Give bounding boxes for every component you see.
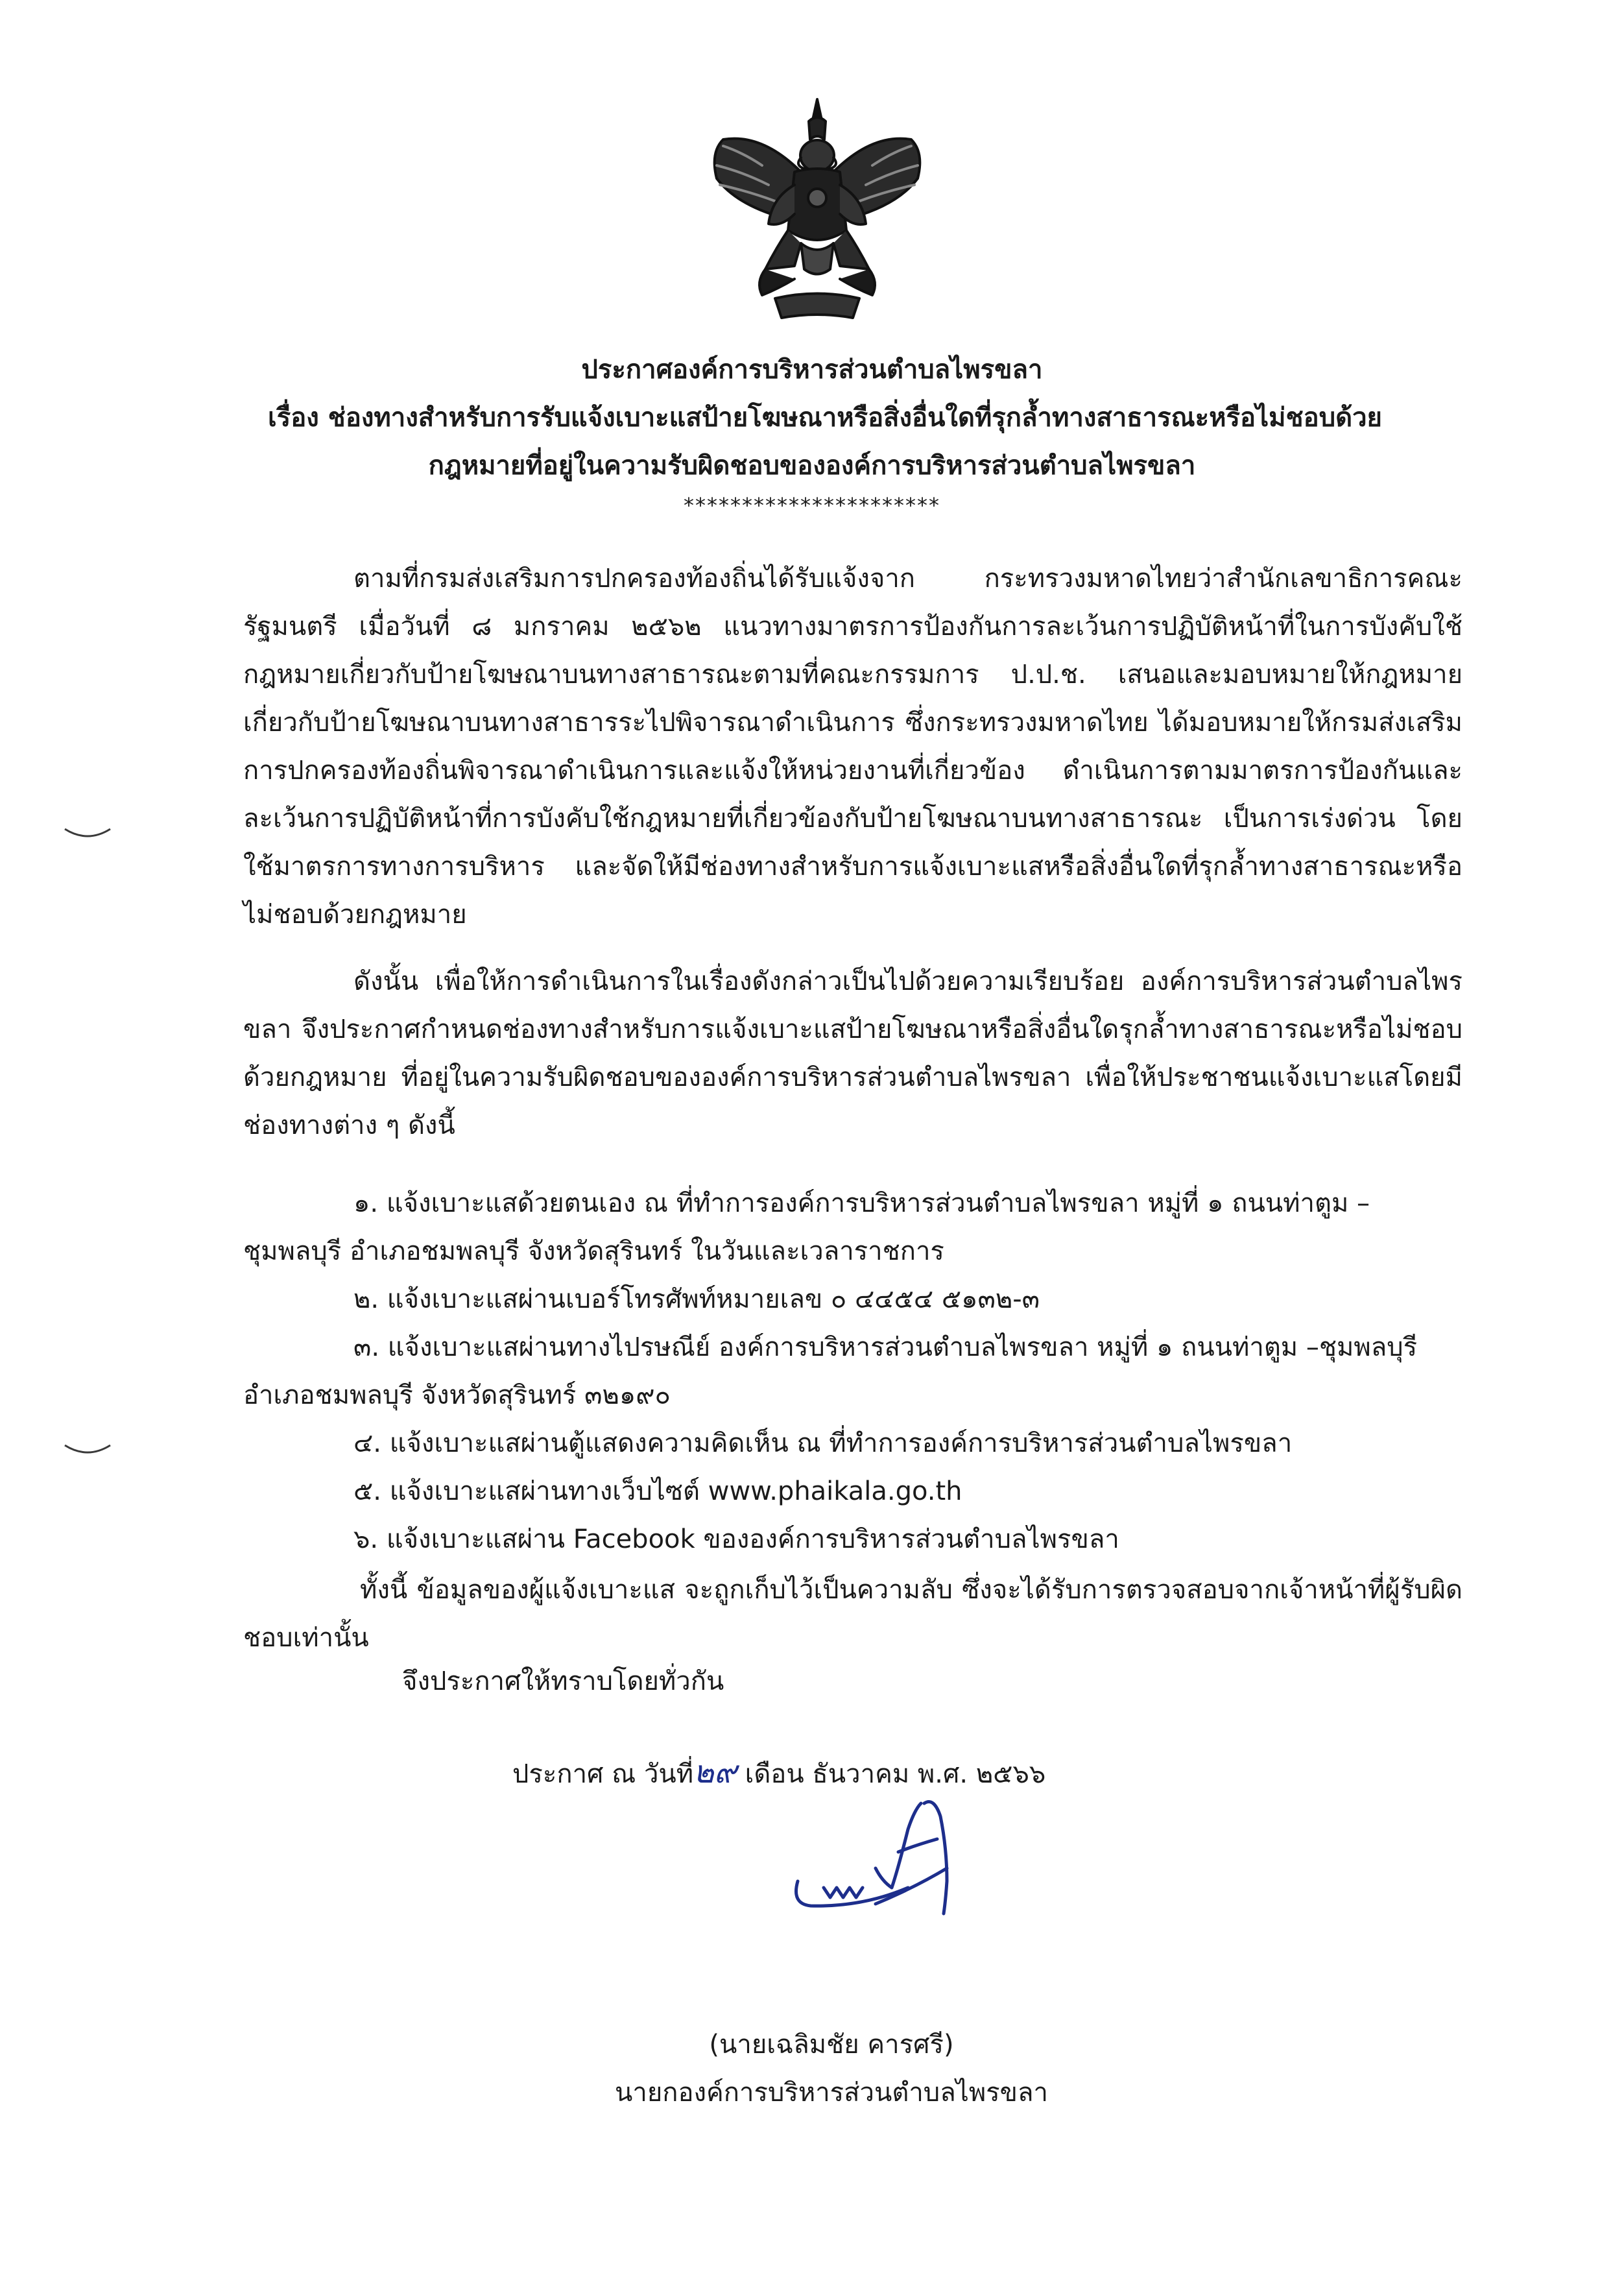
separator-stars: ********************** [684, 493, 940, 518]
list-item: ๑. แจ้งเบาะแสด้วยตนเอง ณ ที่ทำการองค์การบริหารส่วนตำบลไพรขลา หมู่ที่ ๑ ถนนท่าตูม – ชุมพลบุรี อำเภอชมพลบุรี จังหวัดสุรินทร์ ในวันและเวลาราชการ [243, 1188, 1370, 1266]
signatory-name: (นายเฉลิมชัย คารศรี) [709, 2030, 954, 2060]
subject-line: เรื่อง ช่องทางสำหรับการรับแจ้งเบาะแสป้ายโฆษณาหรือสิ่งอื่นใดที่รุกล้ำทางสาธารณะหรือไม่ชอบด้วย [268, 403, 1382, 433]
signatory-title: นายกองค์การบริหารส่วนตำบลไพรขลา [615, 2078, 1048, 2108]
announcement-title: ประกาศองค์การบริหารส่วนตำบลไพรขลา [581, 355, 1043, 385]
punch-hole-mark-icon [62, 1440, 113, 1460]
list-item: ๖. แจ้งเบาะแสผ่าน Facebook ขององค์การบริหารส่วนตำบลไพรขลา [353, 1524, 1119, 1554]
body-paragraph-1-block [243, 555, 1463, 939]
announce-line: จึงประกาศให้ทราบโดยทั่วกัน [402, 1666, 724, 1696]
channel-list [243, 1179, 1463, 1563]
list-item: ๓. แจ้งเบาะแสผ่านทางไปรษณีย์ องค์การบริหารส่วนตำบลไพรขลา หมู่ที่ ๑ ถนนท่าตูม –ชุมพลบุรี อำเภอชมพลบุรี จังหวัดสุรินทร์ ๓๒๑๙๐ [243, 1332, 1418, 1410]
signature-icon [785, 1790, 1083, 1940]
body-paragraph-2-block [243, 957, 1463, 1149]
body-paragraph-2: ดังนั้น เพื่อให้การดำเนินการในเรื่องดังกล่าวเป็นไปด้วยความเรียบร้อย องค์การบริหารส่วนตำบลไพรขลา จึงประกาศกำหนดช่องทางสำหรับการแจ้งเบาะแสป้ายโฆษณาหรือสิ่งอื่นใดรุกล้ำทางสาธารณะหรือไม่ชอบด้วยกฎหมาย ที่อยู่ในความรับผิดชอบขององค์การบริหารส่วนตำบลไพรขลา เพื่อให้ประชาชนแจ้งเบาะแสโดยมีช่องทางต่าง ๆ ดังนี้ [243, 967, 1463, 1140]
punch-hole-mark-icon [62, 824, 113, 843]
garuda-emblem-icon [697, 94, 937, 328]
subject-line-continued: กฎหมายที่อยู่ในความรับผิดชอบขององค์การบริหารส่วนตำบลไพรขลา [428, 451, 1196, 481]
list-item: ๒. แจ้งเบาะแสผ่านเบอร์โทรศัพท์หมายเลข ๐ ๔๔๕๔ ๕๑๓๒-๓ [353, 1284, 1040, 1314]
dateline-month: เดือน ธันวาคม พ.ศ. [745, 1759, 968, 1789]
body-paragraph-1: ตามที่กรมส่งเสริมการปกครองท้องถิ่นได้รับแจ้งจาก กระทรวงมหาดไทยว่าสำนักเลขาธิการคณะรัฐมนตรี เมื่อวันที่ ๘ มกราคม ๒๕๖๒ แนวทางมาตรการป้องกันการละเว้นการปฏิบัติหน้าที่ในการบังคับใช้กฎหมายเกี่ยวกับป้ายโฆษณาบนทางสาธารณะตามที่คณะกรรมการ ป.ป.ช. เสนอและมอบหมายให้กฎหมายเกี่ยวกับป้ายโฆษณาบนทางสาธารระไปพิจารณาดำเนินการ ซึ่งกระทรวงมหาดไทย ได้มอบหมายให้กรมส่งเสริมการปกครองท้องถิ่นพิจารณาดำเนินการและแจ้งให้หน่วยงานที่เกี่ยวข้อง ดำเนินการตามมาตรการป้องกันและละเว้นการปฏิบัติหน้าที่การบังคับใช้กฎหมายที่เกี่ยวข้องกับป้ายโฆษณาบนทางสาธารณะ เป็นการเร่งด่วน โดยใช้มาตรการทางการบริหาร และจัดให้มีช่องทางสำหรับการแจ้งเบาะแสหรือสิ่งอื่นใดที่รุกล้ำทางสาธารณะหรือไม่ชอบด้วยกฎหมาย [243, 564, 1463, 930]
handwritten-day: ๒๙ [693, 1754, 737, 1790]
dateline-year: ๒๕๖๖ [975, 1759, 1046, 1789]
dateline-prefix: ประกาศ ณ วันที่ [512, 1759, 694, 1789]
list-item: ๕. แจ้งเบาะแสผ่านทางเว็บไซต์ www.phaikala.go.th [353, 1476, 962, 1506]
list-item: ๔. แจ้งเบาะแสผ่านตู้แสดงความคิดเห็น ณ ที่ทำการองค์การบริหารส่วนตำบลไพรขลา [353, 1428, 1293, 1458]
closing-paragraph: ทั้งนี้ ข้อมูลของผู้แจ้งเบาะแส จะถูกเก็บไว้เป็นความลับ ซึ่งจะได้รับการตรวจสอบจากเจ้าหน้าที่ผู้รับผิดชอบเท่านั้น [243, 1575, 1463, 1653]
